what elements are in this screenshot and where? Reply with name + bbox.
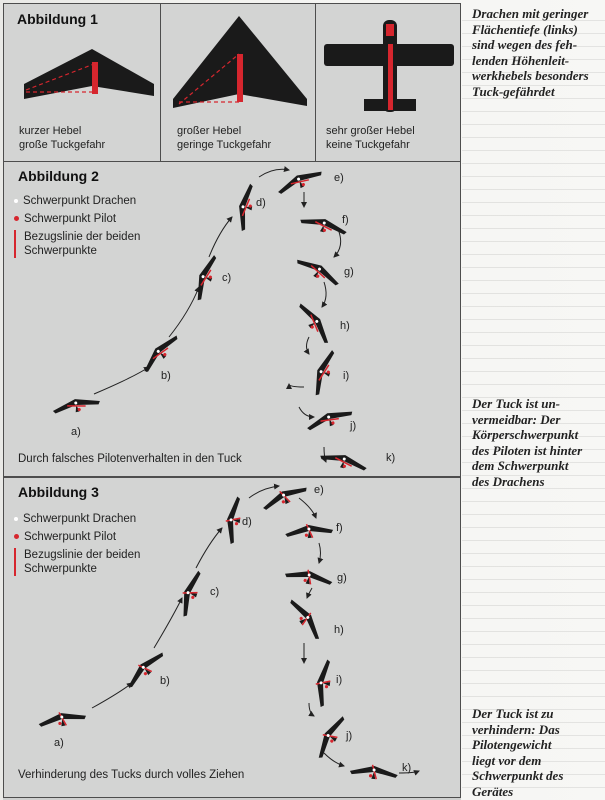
- glider-e: [275, 165, 324, 197]
- glider-c: [176, 568, 204, 618]
- label-f: f): [342, 214, 349, 226]
- figure1-cell-2: [161, 4, 316, 163]
- glider-f: [285, 522, 334, 540]
- figure2-title: Abbildung 2: [18, 168, 99, 184]
- label-k: k): [386, 452, 396, 464]
- label-e: e): [314, 484, 324, 496]
- label-b: b): [161, 370, 171, 382]
- label-j: j): [346, 730, 353, 742]
- glider-d: [235, 182, 256, 232]
- figure3-title: Abbildung 3: [18, 484, 99, 500]
- label-b: b): [160, 675, 170, 687]
- glider-e: [260, 480, 309, 513]
- label-e: e): [334, 172, 344, 184]
- label-i: i): [336, 674, 343, 686]
- sidebar-note-1: Drachen mit geringer Flächentiefe (links) sind wegen des feh- lenden Höhenleit- werkhebels besonders Tuck-gefährdet: [472, 6, 589, 99]
- figure1-cell-3: [316, 4, 461, 163]
- label-a: a): [54, 737, 64, 749]
- figure1-title: Abbildung 1: [17, 11, 98, 27]
- glider-a: [51, 394, 101, 417]
- figure1-cell-1: [4, 4, 161, 163]
- legend-reference-line: Bezugslinie der beiden Schwerpunkte: [14, 548, 140, 576]
- glider-k: [349, 763, 398, 781]
- legend-pilot-cg: Schwerpunkt Pilot: [14, 530, 140, 544]
- figure3-caption: Verhinderung des Tucks durch volles Ziehen: [18, 769, 245, 781]
- figure2-panel: [3, 161, 461, 477]
- glider-j: [312, 712, 348, 761]
- figure2-caption: Durch falsches Pilotenverhalten in den Tuck: [18, 453, 242, 465]
- glider-j: [305, 405, 355, 434]
- sidebar-note-2: Der Tuck ist un- vermeidbar: Der Körperschwerpunkt des Piloten ist hinter dem Schwerpunkt des Drachens: [472, 396, 583, 489]
- glider-d: [223, 495, 244, 544]
- figure1-caption-2: großer Hebel geringe Tuckgefahr: [177, 125, 272, 151]
- label-g: g): [344, 266, 354, 278]
- label-k: k): [402, 762, 412, 774]
- label-i: i): [343, 370, 350, 382]
- figure3-panel: [3, 477, 461, 798]
- glider-h: [287, 595, 326, 642]
- label-a: a): [71, 426, 81, 438]
- figure3-flight-sequence: [4, 478, 461, 798]
- figure1-panel: [3, 3, 461, 163]
- glider-i: [309, 348, 338, 398]
- label-c: c): [210, 586, 220, 598]
- legend-glider-cg: Schwerpunkt Drachen: [14, 512, 140, 526]
- label-j: j): [350, 420, 357, 432]
- legend-reference-line: Bezugslinie der beiden Schwerpunkte: [14, 230, 140, 258]
- figure1-caption-1: kurzer Hebel große Tuckgefahr: [19, 125, 106, 151]
- legend-glider-cg: Schwerpunkt Drachen: [14, 194, 140, 208]
- glider-g: [294, 254, 342, 289]
- label-f: f): [336, 522, 343, 534]
- label-d: d): [256, 197, 266, 209]
- label-g: g): [337, 572, 347, 584]
- glider-b: [139, 331, 181, 375]
- label-c: c): [222, 272, 232, 284]
- glider-g: [284, 566, 334, 588]
- glider-i: [313, 658, 334, 707]
- label-d: d): [242, 516, 252, 528]
- sidebar-note-3: Der Tuck ist zu verhindern: Das Pilotengewicht liegt vor dem Schwerpunkt des Gerätes: [472, 706, 564, 799]
- label-h: h): [334, 624, 344, 636]
- label-h: h): [340, 320, 350, 332]
- legend-pilot-cg: Schwerpunkt Pilot: [14, 212, 140, 226]
- glider-h: [296, 299, 334, 346]
- figure1-caption-3: sehr großer Hebel keine Tuckgefahr: [326, 125, 415, 151]
- glider-a: [37, 708, 87, 730]
